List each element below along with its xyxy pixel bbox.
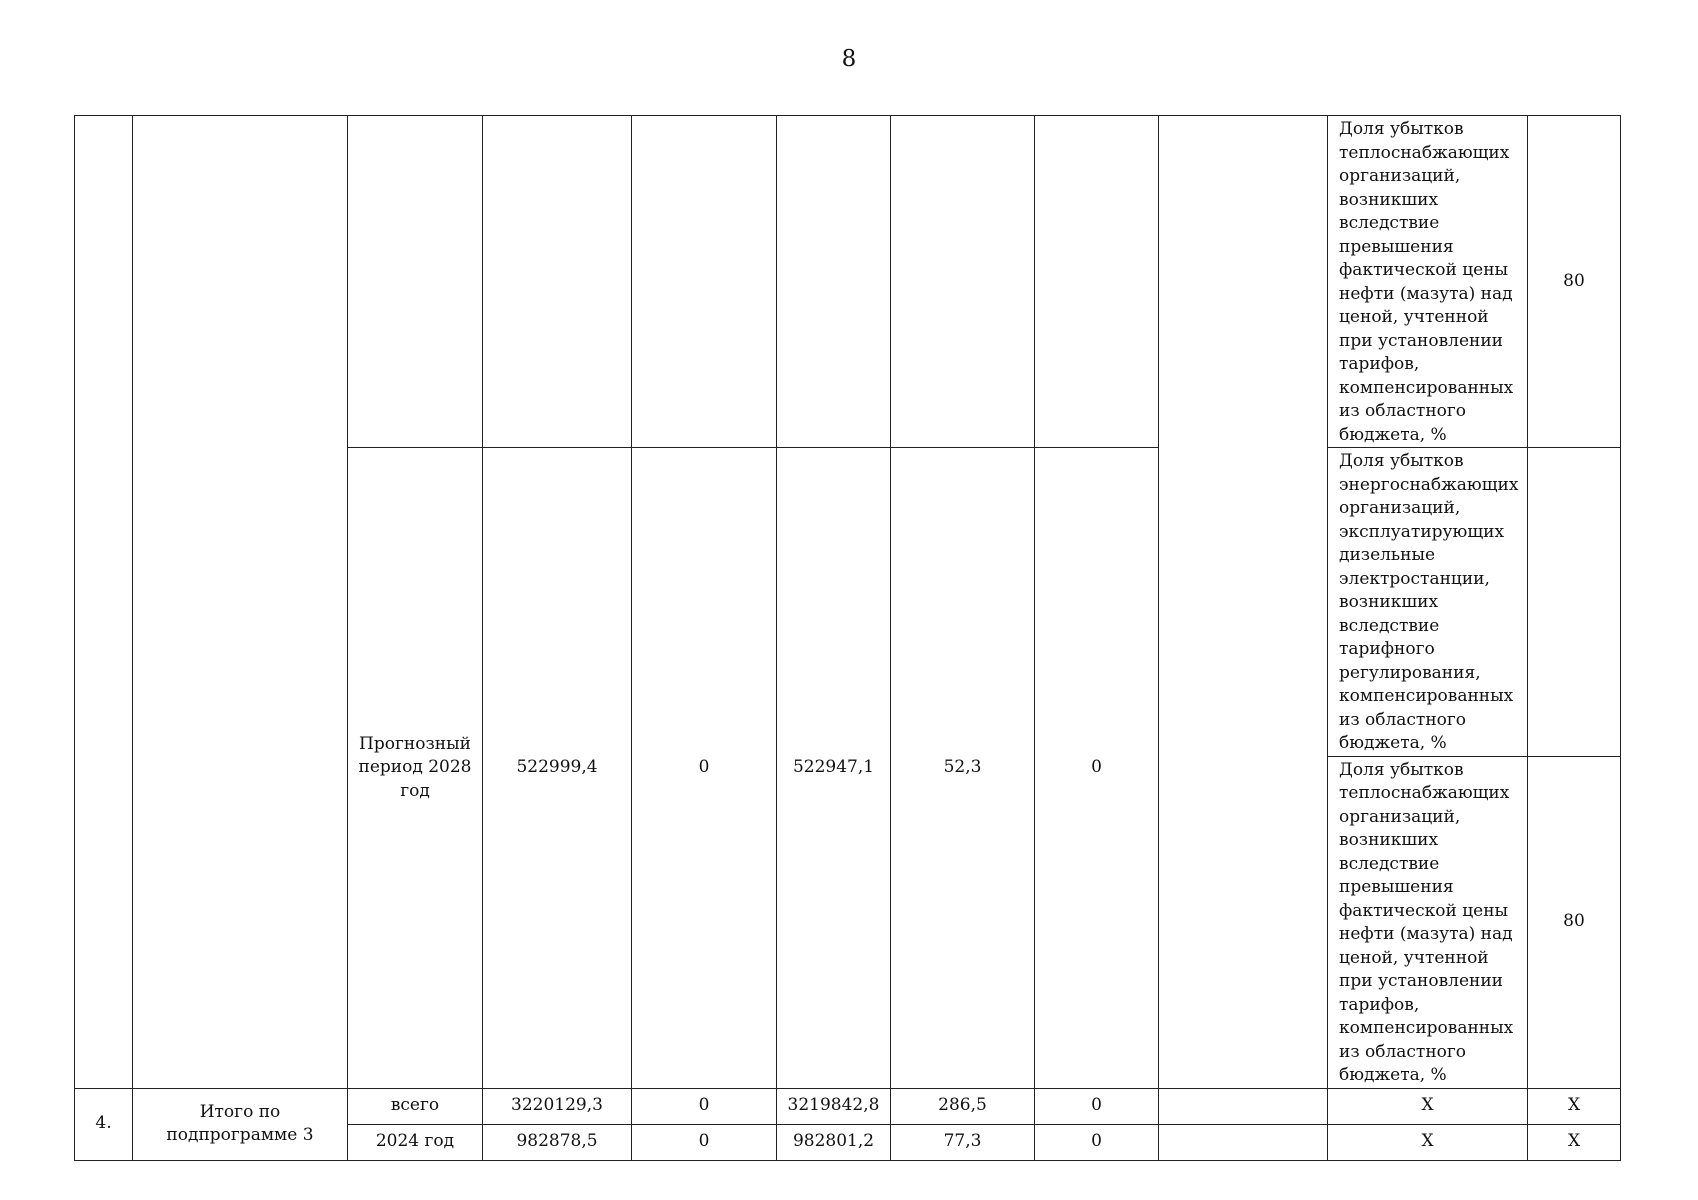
cell-regional — [777, 116, 891, 448]
cell-federal: 0 — [632, 448, 777, 1089]
cell-number: 4. — [75, 1088, 133, 1160]
cell-local — [891, 116, 1035, 448]
cell-total: 982878,5 — [483, 1124, 632, 1160]
cell-other: 0 — [1035, 1088, 1159, 1124]
cell-regional: 3219842,8 — [777, 1088, 891, 1124]
cell-number — [75, 116, 133, 1089]
cell-other: 0 — [1035, 448, 1159, 1089]
program-table — [74, 115, 1621, 1161]
cell-local: 52,3 — [891, 448, 1035, 1089]
cell-total: 522999,4 — [483, 448, 632, 1089]
cell-total — [483, 116, 632, 448]
table-row — [75, 116, 1621, 448]
cell-federal: 0 — [632, 1124, 777, 1160]
page-number: 8 — [841, 46, 857, 72]
cell-other — [1035, 116, 1159, 448]
cell-indicator: Доля убытков энергоснабжающих организаций, эксплуатирующих дизельные электростанции, возникших вследствие тарифного регулирования, компенсированных из областного бюджета, % — [1328, 448, 1528, 757]
cell-indicator-value: Х — [1528, 1088, 1621, 1124]
cell-total: 3220129,3 — [483, 1088, 632, 1124]
cell-regional: 522947,1 — [777, 448, 891, 1089]
cell-indicator: Х — [1328, 1124, 1528, 1160]
cell-indicator-value: Х — [1528, 1124, 1621, 1160]
cell-name: Итого по подпрограмме 3 — [133, 1088, 348, 1160]
cell-local: 77,3 — [891, 1124, 1035, 1160]
cell-period — [348, 116, 483, 448]
cell-executor — [1159, 1124, 1328, 1160]
cell-indicator: Х — [1328, 1088, 1528, 1124]
cell-other: 0 — [1035, 1124, 1159, 1160]
cell-period: Прогнозный период 2028 год — [348, 448, 483, 1089]
cell-indicator-value: 80 — [1528, 116, 1621, 448]
cell-executor — [1159, 116, 1328, 1089]
cell-indicator: Доля убытков теплоснабжающих организаций, возникших вследствие превышения фактической цены нефти (мазута) над ценой, учтенной при установлении тарифов, компенсированных из областного бюджета, % — [1328, 116, 1528, 448]
cell-regional: 982801,2 — [777, 1124, 891, 1160]
cell-indicator: Доля убытков теплоснабжающих организаций, возникших вследствие превышения фактической цены нефти (мазута) над ценой, учтенной при установлении тарифов, компенсированных из областного бюджета, % — [1328, 756, 1528, 1088]
cell-federal — [632, 116, 777, 448]
cell-period: 2024 год — [348, 1124, 483, 1160]
cell-local: 286,5 — [891, 1088, 1035, 1124]
cell-name — [133, 116, 348, 1089]
cell-executor — [1159, 1088, 1328, 1124]
cell-period: всего — [348, 1088, 483, 1124]
cell-indicator-value — [1528, 448, 1621, 757]
cell-federal: 0 — [632, 1088, 777, 1124]
cell-indicator-value: 80 — [1528, 756, 1621, 1088]
table-row — [75, 1088, 1621, 1124]
